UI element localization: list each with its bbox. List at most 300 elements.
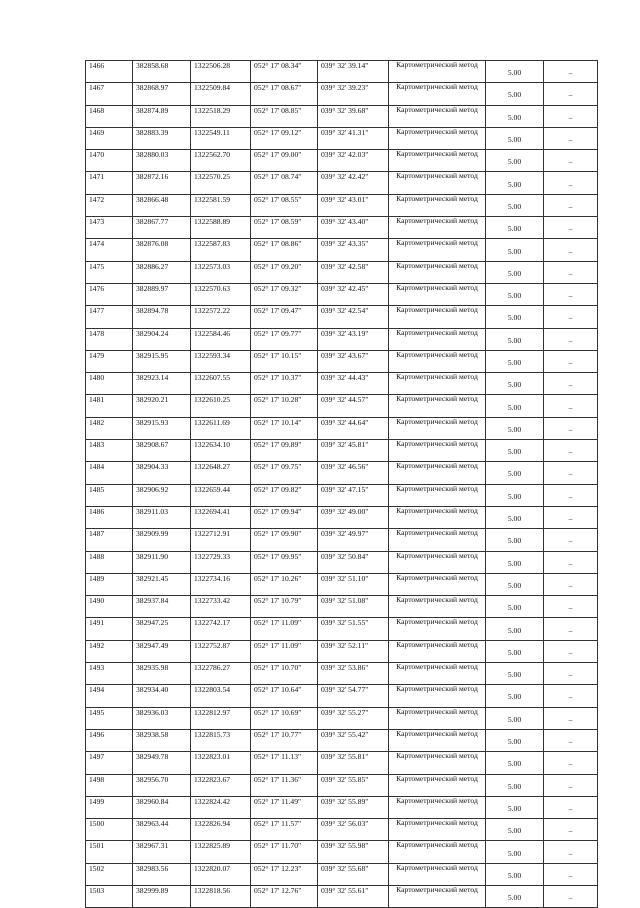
table-row	[86, 774, 598, 796]
cell-latitude: 052° 17' 09.00"	[251, 150, 318, 172]
table-row	[86, 663, 598, 685]
cell-latitude: 052° 17' 09.75"	[251, 462, 318, 484]
cell-y-coordinate: 1322562.70	[191, 150, 251, 172]
cell-method: Картометрический метод	[389, 729, 486, 751]
cell-point-number: 1491	[86, 618, 133, 640]
cell-longitude: 039° 32' 55.61"	[318, 885, 389, 907]
table-row	[86, 685, 598, 707]
cell-x-coordinate: 382911.03	[133, 506, 191, 528]
cell-longitude: 039° 32' 47.15"	[318, 484, 389, 506]
cell-note: –	[544, 83, 598, 105]
cell-x-coordinate: 382947.25	[133, 618, 191, 640]
cell-method: Картометрический метод	[389, 596, 486, 618]
cell-longitude: 039° 32' 42.58"	[318, 261, 389, 283]
cell-longitude: 039° 32' 46.56"	[318, 462, 389, 484]
cell-note: –	[544, 841, 598, 863]
cell-latitude: 052° 17' 12.76"	[251, 885, 318, 907]
cell-point-number: 1499	[86, 796, 133, 818]
cell-longitude: 039° 32' 39.14"	[318, 61, 389, 83]
cell-x-coordinate: 382858.68	[133, 61, 191, 83]
table-row	[86, 306, 598, 328]
cell-point-number: 1484	[86, 462, 133, 484]
cell-x-coordinate: 382923.14	[133, 373, 191, 395]
table-row	[86, 172, 598, 194]
cell-point-number: 1478	[86, 328, 133, 350]
cell-method: Картометрический метод	[389, 885, 486, 907]
cell-method: Картометрический метод	[389, 283, 486, 305]
cell-latitude: 052° 17' 08.86"	[251, 239, 318, 261]
cell-accuracy: 5.00	[486, 306, 544, 328]
cell-longitude: 039° 32' 43.19"	[318, 328, 389, 350]
cell-accuracy: 5.00	[486, 885, 544, 907]
cell-x-coordinate: 382868.97	[133, 83, 191, 105]
table-row	[86, 283, 598, 305]
cell-x-coordinate: 382935.98	[133, 663, 191, 685]
cell-y-coordinate: 1322820.07	[191, 863, 251, 885]
cell-point-number: 1493	[86, 663, 133, 685]
cell-method: Картометрический метод	[389, 61, 486, 83]
cell-y-coordinate: 1322572.22	[191, 306, 251, 328]
cell-note: –	[544, 640, 598, 662]
cell-longitude: 039° 32' 49.97"	[318, 529, 389, 551]
cell-point-number: 1467	[86, 83, 133, 105]
cell-method: Картометрический метод	[389, 105, 486, 127]
cell-longitude: 039° 32' 44.64"	[318, 417, 389, 439]
cell-latitude: 052° 17' 10.70"	[251, 663, 318, 685]
cell-point-number: 1482	[86, 417, 133, 439]
table-row	[86, 618, 598, 640]
cell-y-coordinate: 1322581.59	[191, 194, 251, 216]
cell-accuracy: 5.00	[486, 417, 544, 439]
cell-x-coordinate: 382911.90	[133, 551, 191, 573]
cell-latitude: 052° 17' 08.67"	[251, 83, 318, 105]
cell-note: –	[544, 395, 598, 417]
cell-note: –	[544, 774, 598, 796]
cell-x-coordinate: 382880.03	[133, 150, 191, 172]
cell-latitude: 052° 17' 10.15"	[251, 350, 318, 372]
cell-point-number: 1473	[86, 217, 133, 239]
cell-accuracy: 5.00	[486, 707, 544, 729]
cell-point-number: 1475	[86, 261, 133, 283]
cell-point-number: 1492	[86, 640, 133, 662]
table-row	[86, 885, 598, 907]
cell-x-coordinate: 382920.21	[133, 395, 191, 417]
cell-y-coordinate: 1322803.54	[191, 685, 251, 707]
cell-x-coordinate: 382894.78	[133, 306, 191, 328]
cell-y-coordinate: 1322729.33	[191, 551, 251, 573]
cell-method: Картометрический метод	[389, 640, 486, 662]
cell-longitude: 039° 32' 54.77"	[318, 685, 389, 707]
cell-latitude: 052° 17' 08.85"	[251, 105, 318, 127]
cell-latitude: 052° 17' 09.20"	[251, 261, 318, 283]
cell-note: –	[544, 752, 598, 774]
cell-longitude: 039° 32' 55.89"	[318, 796, 389, 818]
table-row	[86, 596, 598, 618]
cell-y-coordinate: 1322733.42	[191, 596, 251, 618]
cell-longitude: 039° 32' 45.81"	[318, 440, 389, 462]
cell-latitude: 052° 17' 09.12"	[251, 127, 318, 149]
cell-accuracy: 5.00	[486, 529, 544, 551]
cell-longitude: 039° 32' 53.86"	[318, 663, 389, 685]
cell-note: –	[544, 283, 598, 305]
cell-x-coordinate: 382904.24	[133, 328, 191, 350]
cell-accuracy: 5.00	[486, 83, 544, 105]
cell-longitude: 039° 32' 43.67"	[318, 350, 389, 372]
table-row	[86, 462, 598, 484]
cell-note: –	[544, 863, 598, 885]
cell-method: Картометрический метод	[389, 172, 486, 194]
table-row	[86, 484, 598, 506]
cell-longitude: 039° 32' 55.98"	[318, 841, 389, 863]
table-row	[86, 194, 598, 216]
cell-x-coordinate: 382876.08	[133, 239, 191, 261]
cell-x-coordinate: 382886.27	[133, 261, 191, 283]
cell-latitude: 052° 17' 09.77"	[251, 328, 318, 350]
table-row	[86, 551, 598, 573]
cell-method: Картометрический метод	[389, 663, 486, 685]
cell-longitude: 039° 32' 42.45"	[318, 283, 389, 305]
cell-accuracy: 5.00	[486, 551, 544, 573]
cell-y-coordinate: 1322634.10	[191, 440, 251, 462]
cell-accuracy: 5.00	[486, 127, 544, 149]
cell-point-number: 1481	[86, 395, 133, 417]
cell-y-coordinate: 1322549.11	[191, 127, 251, 149]
cell-y-coordinate: 1322694.41	[191, 506, 251, 528]
cell-note: –	[544, 217, 598, 239]
cell-point-number: 1500	[86, 819, 133, 841]
cell-x-coordinate: 382960.84	[133, 796, 191, 818]
cell-accuracy: 5.00	[486, 261, 544, 283]
cell-longitude: 039° 32' 44.43"	[318, 373, 389, 395]
cell-point-number: 1502	[86, 863, 133, 885]
cell-latitude: 052° 17' 08.74"	[251, 172, 318, 194]
cell-note: –	[544, 663, 598, 685]
cell-y-coordinate: 1322812.97	[191, 707, 251, 729]
cell-x-coordinate: 382908.67	[133, 440, 191, 462]
cell-note: –	[544, 819, 598, 841]
cell-y-coordinate: 1322506.28	[191, 61, 251, 83]
table-row	[86, 261, 598, 283]
table-row	[86, 373, 598, 395]
cell-point-number: 1483	[86, 440, 133, 462]
cell-method: Картометрический метод	[389, 217, 486, 239]
cell-x-coordinate: 382936.03	[133, 707, 191, 729]
cell-method: Картометрический метод	[389, 506, 486, 528]
cell-x-coordinate: 382866.48	[133, 194, 191, 216]
cell-x-coordinate: 382872.16	[133, 172, 191, 194]
cell-latitude: 052° 17' 11.09"	[251, 640, 318, 662]
table-row	[86, 796, 598, 818]
cell-y-coordinate: 1322509.84	[191, 83, 251, 105]
cell-note: –	[544, 885, 598, 907]
cell-note: –	[544, 707, 598, 729]
cell-latitude: 052° 17' 10.69"	[251, 707, 318, 729]
cell-accuracy: 5.00	[486, 105, 544, 127]
cell-accuracy: 5.00	[486, 150, 544, 172]
cell-y-coordinate: 1322823.67	[191, 774, 251, 796]
cell-point-number: 1476	[86, 283, 133, 305]
cell-y-coordinate: 1322570.63	[191, 283, 251, 305]
cell-longitude: 039° 32' 55.42"	[318, 729, 389, 751]
cell-point-number: 1469	[86, 127, 133, 149]
cell-y-coordinate: 1322611.69	[191, 417, 251, 439]
cell-longitude: 039° 32' 43.01"	[318, 194, 389, 216]
cell-longitude: 039° 32' 41.31"	[318, 127, 389, 149]
cell-method: Картометрический метод	[389, 707, 486, 729]
cell-y-coordinate: 1322818.56	[191, 885, 251, 907]
table-row	[86, 573, 598, 595]
cell-latitude: 052° 17' 09.32"	[251, 283, 318, 305]
cell-accuracy: 5.00	[486, 774, 544, 796]
table-row	[86, 83, 598, 105]
cell-x-coordinate: 382949.78	[133, 752, 191, 774]
cell-method: Картометрический метод	[389, 127, 486, 149]
cell-longitude: 039° 32' 55.81"	[318, 752, 389, 774]
cell-y-coordinate: 1322593.34	[191, 350, 251, 372]
cell-y-coordinate: 1322648.27	[191, 462, 251, 484]
cell-method: Картометрический метод	[389, 484, 486, 506]
cell-x-coordinate: 382983.56	[133, 863, 191, 885]
cell-latitude: 052° 17' 11.09"	[251, 618, 318, 640]
cell-longitude: 039° 32' 42.42"	[318, 172, 389, 194]
cell-note: –	[544, 729, 598, 751]
cell-latitude: 052° 17' 09.89"	[251, 440, 318, 462]
cell-note: –	[544, 596, 598, 618]
cell-note: –	[544, 239, 598, 261]
table-row	[86, 328, 598, 350]
cell-note: –	[544, 685, 598, 707]
table-row	[86, 640, 598, 662]
cell-accuracy: 5.00	[486, 395, 544, 417]
cell-accuracy: 5.00	[486, 172, 544, 194]
cell-method: Картометрический метод	[389, 395, 486, 417]
cell-longitude: 039° 32' 43.35"	[318, 239, 389, 261]
cell-note: –	[544, 462, 598, 484]
cell-longitude: 039° 32' 39.68"	[318, 105, 389, 127]
cell-point-number: 1468	[86, 105, 133, 127]
cell-method: Картометрический метод	[389, 841, 486, 863]
table-row	[86, 752, 598, 774]
cell-y-coordinate: 1322584.46	[191, 328, 251, 350]
cell-point-number: 1485	[86, 484, 133, 506]
cell-accuracy: 5.00	[486, 217, 544, 239]
cell-x-coordinate: 382999.89	[133, 885, 191, 907]
cell-note: –	[544, 150, 598, 172]
table-row	[86, 61, 598, 83]
cell-y-coordinate: 1322823.01	[191, 752, 251, 774]
cell-note: –	[544, 127, 598, 149]
cell-accuracy: 5.00	[486, 194, 544, 216]
cell-accuracy: 5.00	[486, 819, 544, 841]
cell-accuracy: 5.00	[486, 618, 544, 640]
cell-latitude: 052° 17' 09.47"	[251, 306, 318, 328]
cell-latitude: 052° 17' 10.14"	[251, 417, 318, 439]
cell-method: Картометрический метод	[389, 306, 486, 328]
cell-method: Картометрический метод	[389, 239, 486, 261]
cell-method: Картометрический метод	[389, 350, 486, 372]
cell-latitude: 052° 17' 09.95"	[251, 551, 318, 573]
cell-point-number: 1470	[86, 150, 133, 172]
cell-y-coordinate: 1322786.27	[191, 663, 251, 685]
table-row	[86, 395, 598, 417]
table-row	[86, 707, 598, 729]
cell-x-coordinate: 382937.84	[133, 596, 191, 618]
cell-accuracy: 5.00	[486, 61, 544, 83]
cell-method: Картометрический метод	[389, 551, 486, 573]
cell-latitude: 052° 17' 08.34"	[251, 61, 318, 83]
cell-latitude: 052° 17' 10.28"	[251, 395, 318, 417]
cell-accuracy: 5.00	[486, 350, 544, 372]
cell-method: Картометрический метод	[389, 618, 486, 640]
cell-accuracy: 5.00	[486, 685, 544, 707]
cell-method: Картометрический метод	[389, 328, 486, 350]
cell-point-number: 1479	[86, 350, 133, 372]
table-row	[86, 863, 598, 885]
cell-x-coordinate: 382915.95	[133, 350, 191, 372]
cell-latitude: 052° 17' 11.49"	[251, 796, 318, 818]
cell-point-number: 1488	[86, 551, 133, 573]
cell-method: Картометрический метод	[389, 685, 486, 707]
cell-y-coordinate: 1322610.25	[191, 395, 251, 417]
cell-y-coordinate: 1322824.42	[191, 796, 251, 818]
cell-accuracy: 5.00	[486, 328, 544, 350]
cell-accuracy: 5.00	[486, 462, 544, 484]
cell-y-coordinate: 1322570.25	[191, 172, 251, 194]
cell-accuracy: 5.00	[486, 573, 544, 595]
cell-point-number: 1486	[86, 506, 133, 528]
cell-note: –	[544, 506, 598, 528]
table-row	[86, 440, 598, 462]
cell-latitude: 052° 17' 09.94"	[251, 506, 318, 528]
cell-accuracy: 5.00	[486, 841, 544, 863]
cell-point-number: 1480	[86, 373, 133, 395]
cell-note: –	[544, 796, 598, 818]
cell-method: Картометрический метод	[389, 417, 486, 439]
cell-note: –	[544, 328, 598, 350]
cell-longitude: 039° 32' 56.03"	[318, 819, 389, 841]
cell-note: –	[544, 61, 598, 83]
cell-y-coordinate: 1322587.83	[191, 239, 251, 261]
cell-method: Картометрический метод	[389, 819, 486, 841]
cell-accuracy: 5.00	[486, 640, 544, 662]
cell-point-number: 1466	[86, 61, 133, 83]
table-row	[86, 350, 598, 372]
cell-note: –	[544, 306, 598, 328]
cell-method: Картометрический метод	[389, 796, 486, 818]
cell-method: Картометрический метод	[389, 863, 486, 885]
cell-point-number: 1477	[86, 306, 133, 328]
cell-note: –	[544, 551, 598, 573]
table-row	[86, 529, 598, 551]
table-row	[86, 729, 598, 751]
cell-longitude: 039° 32' 51.55"	[318, 618, 389, 640]
cell-point-number: 1490	[86, 596, 133, 618]
cell-accuracy: 5.00	[486, 440, 544, 462]
cell-y-coordinate: 1322825.89	[191, 841, 251, 863]
cell-point-number: 1472	[86, 194, 133, 216]
cell-point-number: 1487	[86, 529, 133, 551]
cell-y-coordinate: 1322518.29	[191, 105, 251, 127]
cell-note: –	[544, 261, 598, 283]
cell-method: Картометрический метод	[389, 774, 486, 796]
cell-accuracy: 5.00	[486, 863, 544, 885]
cell-x-coordinate: 382947.49	[133, 640, 191, 662]
cell-latitude: 052° 17' 10.64"	[251, 685, 318, 707]
cell-x-coordinate: 382867.77	[133, 217, 191, 239]
cell-longitude: 039° 32' 51.10"	[318, 573, 389, 595]
cell-longitude: 039° 32' 43.40"	[318, 217, 389, 239]
cell-point-number: 1494	[86, 685, 133, 707]
cell-accuracy: 5.00	[486, 283, 544, 305]
cell-x-coordinate: 382956.70	[133, 774, 191, 796]
cell-latitude: 052° 17' 10.26"	[251, 573, 318, 595]
cell-latitude: 052° 17' 08.59"	[251, 217, 318, 239]
cell-longitude: 039° 32' 52.11"	[318, 640, 389, 662]
cell-longitude: 039° 32' 51.08"	[318, 596, 389, 618]
cell-longitude: 039° 32' 55.27"	[318, 707, 389, 729]
table-row	[86, 127, 598, 149]
cell-point-number: 1495	[86, 707, 133, 729]
cell-point-number: 1474	[86, 239, 133, 261]
cell-latitude: 052° 17' 10.37"	[251, 373, 318, 395]
table-row	[86, 239, 598, 261]
cell-point-number: 1496	[86, 729, 133, 751]
cell-x-coordinate: 382967.31	[133, 841, 191, 863]
cell-accuracy: 5.00	[486, 239, 544, 261]
cell-accuracy: 5.00	[486, 752, 544, 774]
cell-accuracy: 5.00	[486, 484, 544, 506]
cell-x-coordinate: 382938.58	[133, 729, 191, 751]
table-row	[86, 417, 598, 439]
cell-y-coordinate: 1322607.55	[191, 373, 251, 395]
cell-x-coordinate: 382915.93	[133, 417, 191, 439]
cell-method: Картометрический метод	[389, 573, 486, 595]
cell-note: –	[544, 417, 598, 439]
cell-y-coordinate: 1322742.17	[191, 618, 251, 640]
cell-note: –	[544, 172, 598, 194]
table-row	[86, 506, 598, 528]
cell-method: Картометрический метод	[389, 752, 486, 774]
coordinates-table	[85, 60, 598, 908]
cell-note: –	[544, 529, 598, 551]
cell-latitude: 052° 17' 11.36"	[251, 774, 318, 796]
table-row	[86, 819, 598, 841]
cell-longitude: 039° 32' 42.54"	[318, 306, 389, 328]
cell-y-coordinate: 1322734.16	[191, 573, 251, 595]
cell-x-coordinate: 382963.44	[133, 819, 191, 841]
cell-accuracy: 5.00	[486, 373, 544, 395]
cell-note: –	[544, 373, 598, 395]
cell-method: Картометрический метод	[389, 529, 486, 551]
cell-x-coordinate: 382904.33	[133, 462, 191, 484]
cell-latitude: 052° 17' 10.79"	[251, 596, 318, 618]
cell-x-coordinate: 382909.99	[133, 529, 191, 551]
cell-accuracy: 5.00	[486, 729, 544, 751]
cell-y-coordinate: 1322573.03	[191, 261, 251, 283]
cell-method: Картометрический метод	[389, 373, 486, 395]
table-row	[86, 217, 598, 239]
cell-accuracy: 5.00	[486, 506, 544, 528]
cell-y-coordinate: 1322826.94	[191, 819, 251, 841]
cell-longitude: 039° 32' 55.68"	[318, 863, 389, 885]
cell-latitude: 052° 17' 11.70"	[251, 841, 318, 863]
cell-latitude: 052° 17' 11.57"	[251, 819, 318, 841]
cell-x-coordinate: 382906.92	[133, 484, 191, 506]
cell-longitude: 039° 32' 55.85"	[318, 774, 389, 796]
cell-note: –	[544, 105, 598, 127]
cell-latitude: 052° 17' 09.90"	[251, 529, 318, 551]
cell-longitude: 039° 32' 42.03"	[318, 150, 389, 172]
